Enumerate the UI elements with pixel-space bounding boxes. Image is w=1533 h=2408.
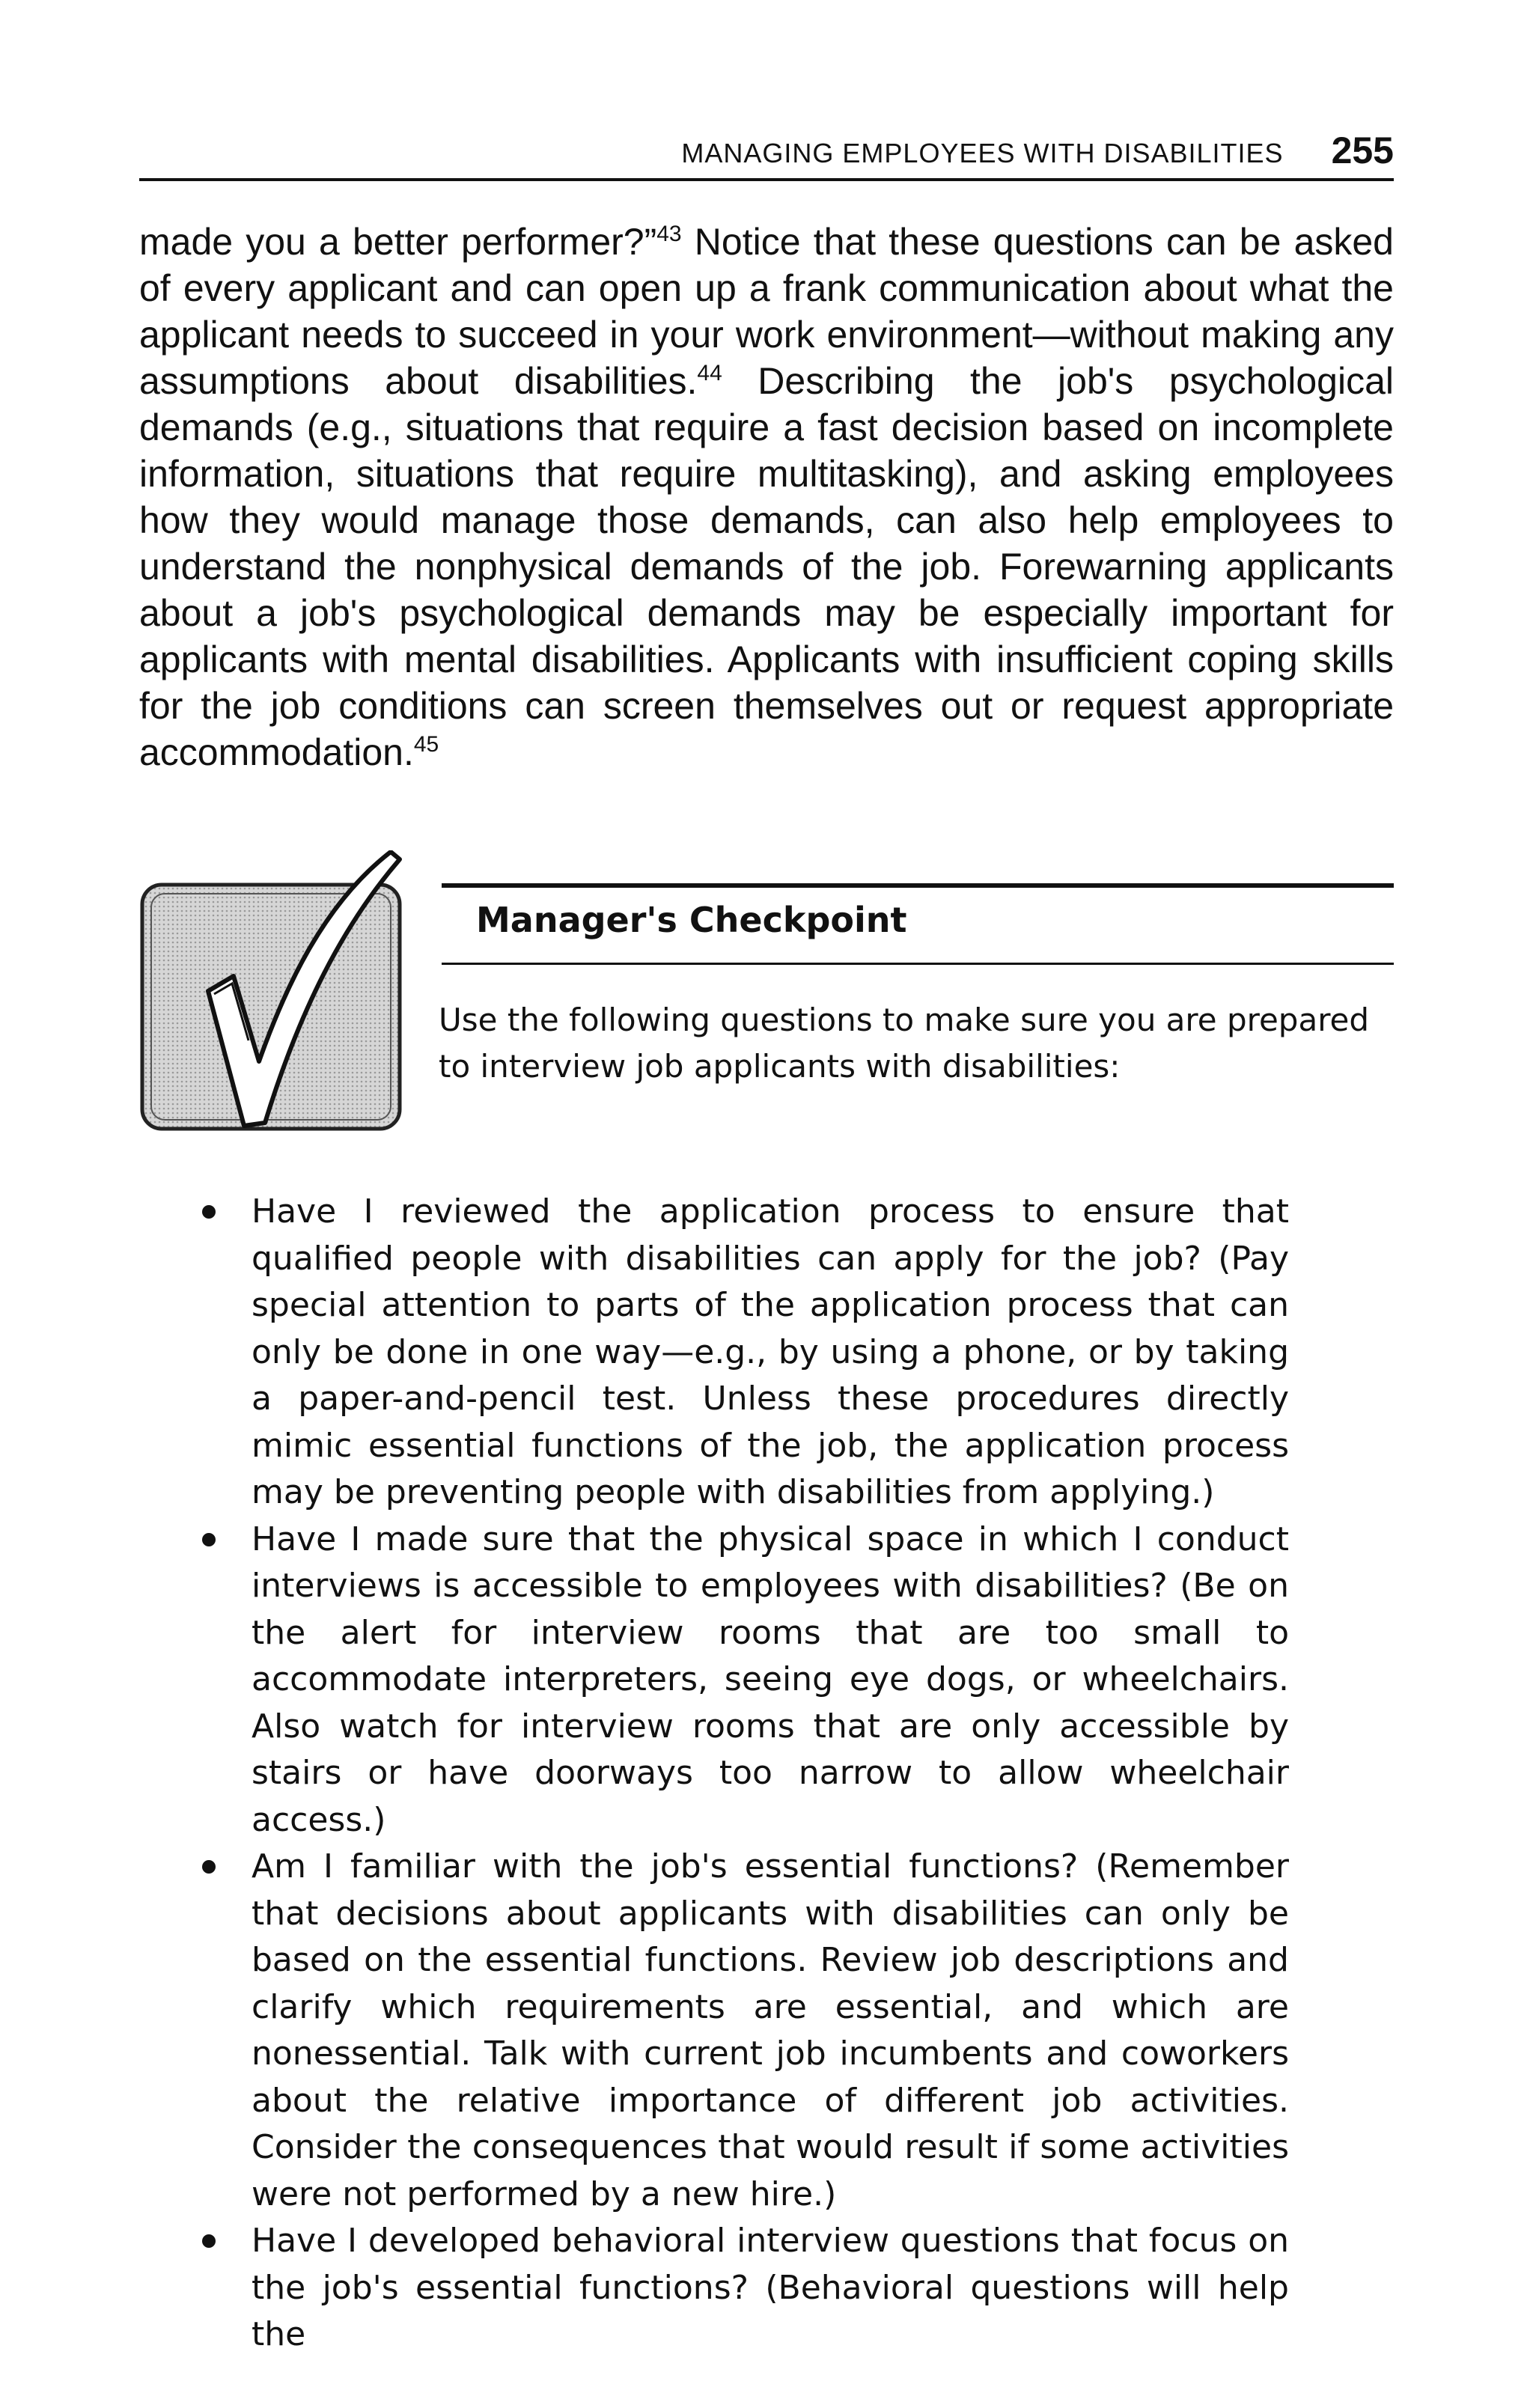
list-item — [202, 1517, 1289, 1844]
checkpoint-intro: Use the following questions to make sure you are prepared to interview job applicants with disabilities: — [439, 1002, 1370, 1085]
running-head — [139, 129, 1394, 181]
checkpoint-list — [202, 1189, 1289, 2359]
list-item-text: Have I developed behavioral interview questions that focus on the job's essential functions? (Behavioral questions will help the — [252, 2222, 1289, 2353]
running-title: MANAGING EMPLOYEES WITH DISABILITIES — [681, 138, 1284, 168]
body-paragraph — [139, 219, 1394, 775]
checkmark-icon — [139, 850, 406, 1132]
footnote-ref-45[interactable]: 45 — [413, 732, 439, 757]
footnote-ref-44[interactable]: 44 — [697, 361, 722, 385]
body-text-part: made you a better performer?” — [139, 221, 657, 263]
checkpoint-top-rule — [442, 883, 1394, 888]
body-text-part: Describing the job's psychological demands (e.g., situations that require a fast decision based on incomplete information, situations that require multitasking), and asking employees how they would manage those demands, can also help employees to understand the nonphysical demands of the job. Forewarning applicants about a job's psychological demands may be especially important for applicants with mental disabilities. Applicants with insufficient coping skills for the job conditions can screen themselves out or request appropriate accommodation. — [139, 360, 1394, 773]
checkpoint-bottom-rule — [442, 963, 1394, 965]
bullet-icon — [202, 1205, 216, 1219]
checkpoint-title: Manager's Checkpoint — [476, 900, 907, 940]
list-item — [202, 2218, 1289, 2359]
page-number: 255 — [1331, 129, 1394, 171]
bullet-icon — [202, 1860, 216, 1874]
list-item — [202, 1189, 1289, 1517]
bullet-icon — [202, 2234, 216, 2248]
list-item-text: Have I made sure that the physical space in which I conduct interviews is accessible to employees with disabilities? (Be on the alert for interview rooms that are too small to accommodate interpreters, seeing eye dogs, or wheelchairs. Also watch for interview rooms that are only accessible by stairs or have doorways too narrow to allow wheelchair access.) — [252, 1520, 1289, 1839]
footnote-ref-43[interactable]: 43 — [656, 222, 682, 246]
bullet-icon — [202, 1533, 216, 1546]
list-item-text: Am I familiar with the job's essential functions? (Remember that decisions about applicants with disabilities can only be based on the essential functions. Review job descriptions and clarify which requirements are essential, and which are nonessential. Talk with current job incumbents and coworkers about the relative importance of different job activities. Consider the consequences that would result if some activities were not performed by a new hire.) — [252, 1847, 1289, 2213]
list-item — [202, 1844, 1289, 2218]
body-text-part: Notice that these questions can be asked of every applicant and can open up a frank communication about what the applicant needs to succeed in your work environment—without making any assumptions about disabilities. — [139, 221, 1394, 402]
list-item-text: Have I reviewed the application process to ensure that qualified people with disabilities can apply for the job? (Pay special attention to parts of the application process that can only be done in one way—e.g., by using a phone, or by taking a paper-and-pencil test. Unless these procedures directly mimic essential functions of the job, the application process may be preventing people with disabilities from applying.) — [252, 1192, 1289, 1511]
